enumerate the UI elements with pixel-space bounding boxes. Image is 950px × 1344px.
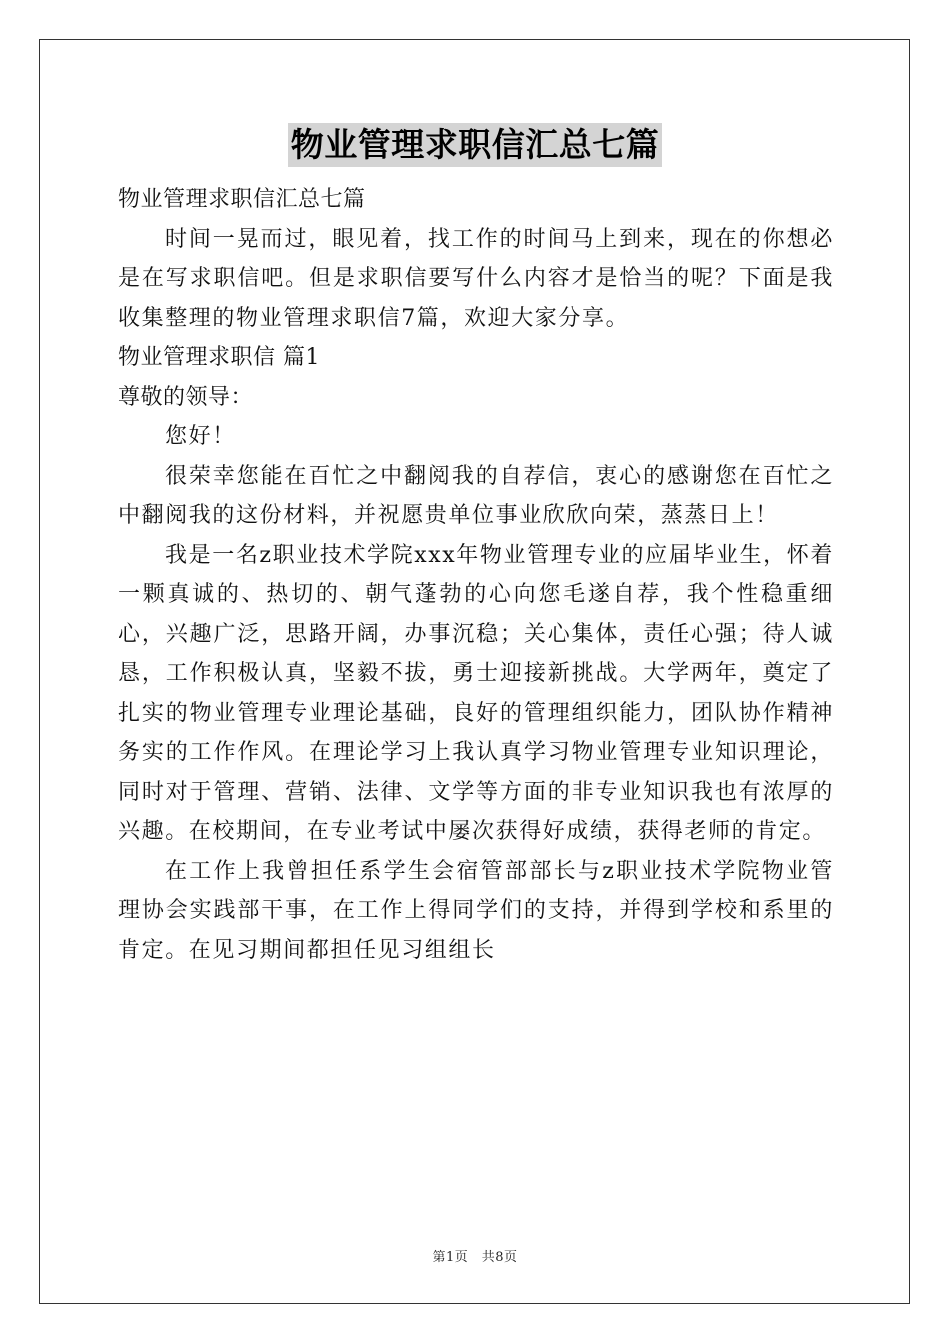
salutation: 尊敬的领导： [118,384,254,410]
body-paragraph: 在工作上我曾担任系学生会宿管部部长与z职业技术学院物业管理协会实践部干事，在工作上得同学们的支持，并得到学校和系里的肯定。在见习期间都担任见习组组长 [118,858,834,963]
document-title [0,123,950,167]
document-body [118,180,834,970]
body-paragraph: 我是一名z职业技术学院xxx年物业管理专业的应届毕业生，怀着一颗真诚的、热切的、朝气蓬勃的心向您毛遂自荐，我个性稳重细心，兴趣广泛，思路开阔，办事沉稳；关心集体，责任心强；待人诚恳，工作积极认真，坚毅不拔，勇士迎接新挑战。大学两年，奠定了扎实的物业管理专业理论基础，良好的管理组织能力，团队协作精神务实的工作作风。在理论学习上我认真学习物业管理专业知识理论，同时对于管理、营销、法律、文学等方面的非专业知识我也有浓厚的兴趣。在校期间，在专业考试中屡次获得好成绩，获得老师的肯定。 [118,542,834,844]
subtitle-line: 物业管理求职信汇总七篇 [118,187,366,212]
document-title-text: 物业管理求职信汇总七篇 [288,123,663,167]
body-paragraph: 很荣幸您能在百忙之中翻阅我的自荐信，衷心的感谢您在百忙之中翻阅我的这份材料，并祝愿贵单位事业欣欣向荣，蒸蒸日上！ [118,463,834,528]
greeting: 您好！ [165,424,236,449]
section-heading: 物业管理求职信 篇1 [118,345,320,370]
intro-paragraph: 时间一晃而过，眼见着，找工作的时间马上到来，现在的你想必是在写求职信吧。但是求职信要写什么内容才是恰当的呢？下面是我收集整理的物业管理求职信7篇，欢迎大家分享。 [118,226,834,331]
page-number: 第1页 共8页 [432,1250,518,1265]
